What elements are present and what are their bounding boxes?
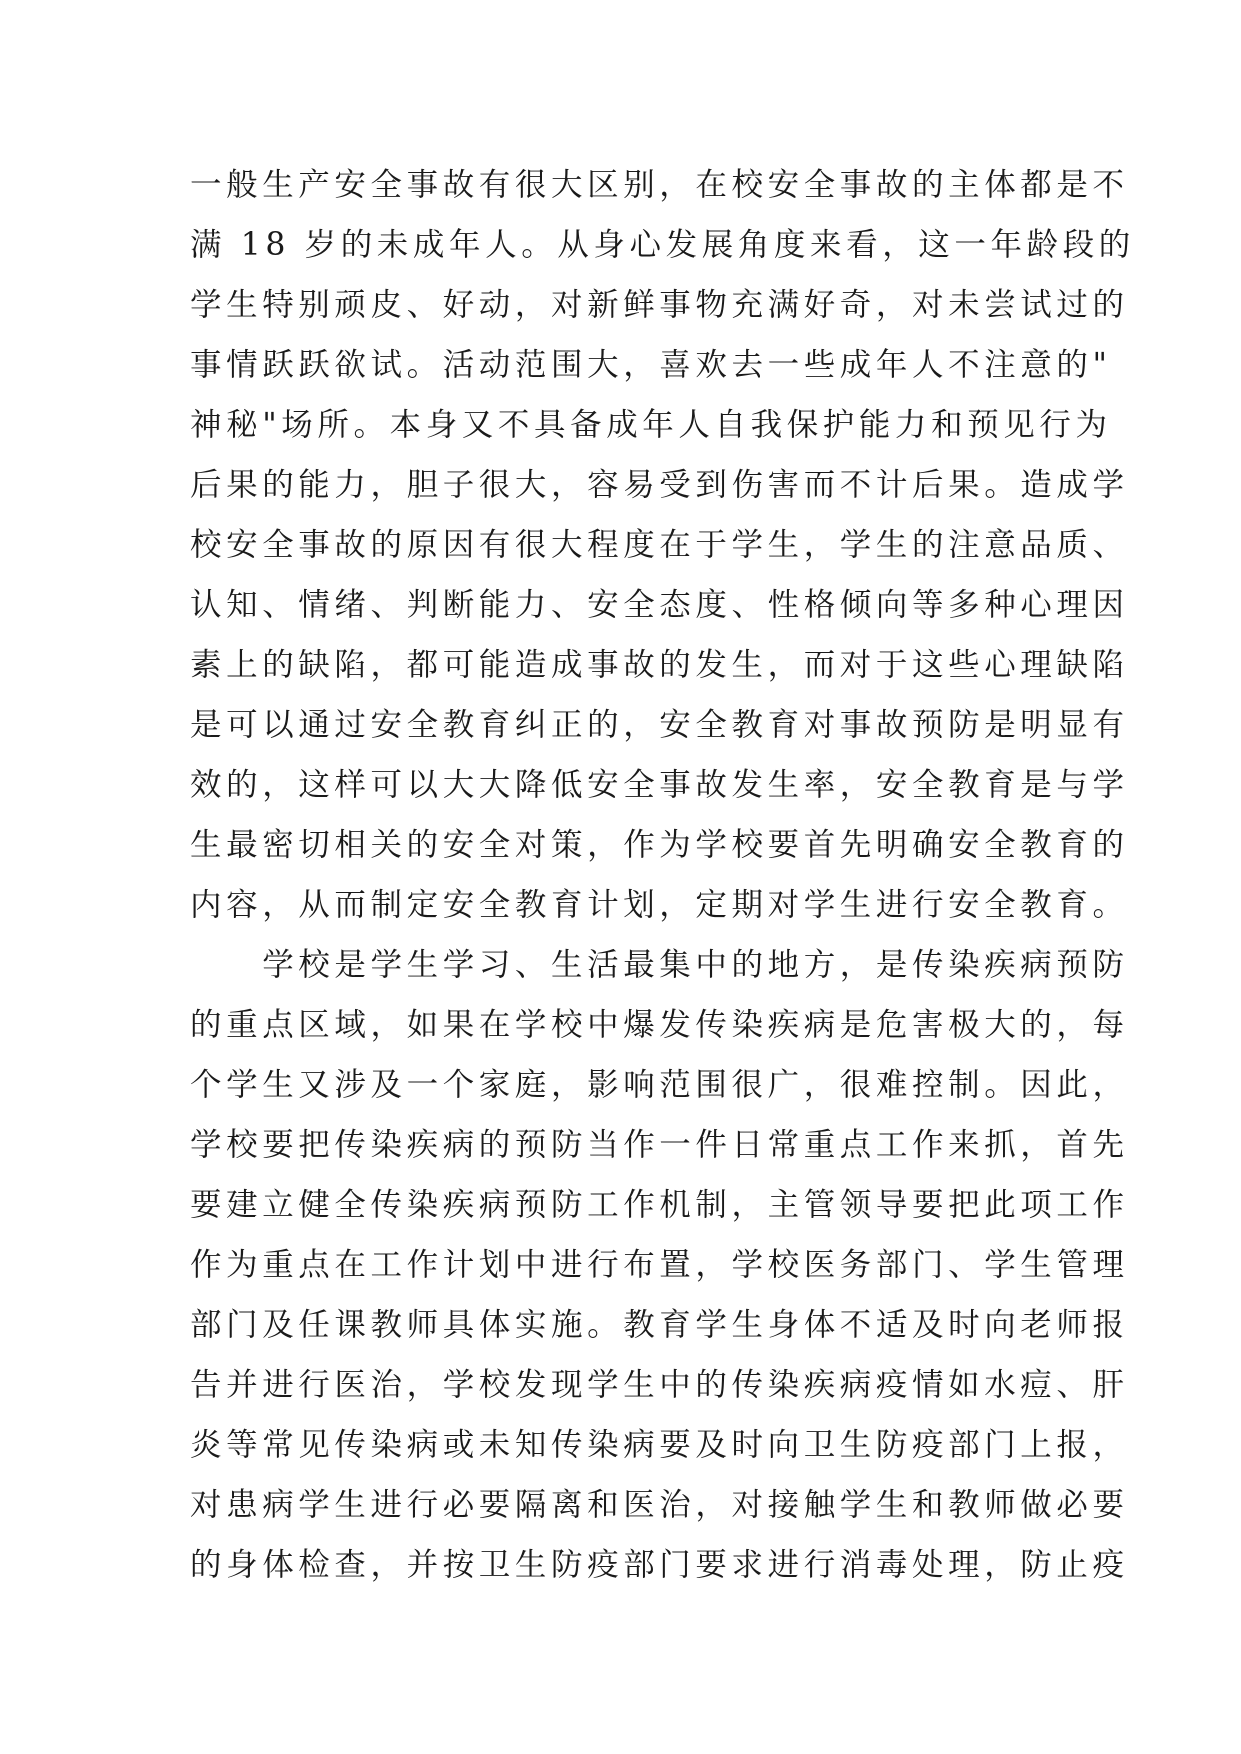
text-line: 事情跃跃欲试。活动范围大，喜欢去一些成年人不注意的" — [190, 347, 1112, 383]
text-line: 内容，从而制定安全教育计划，定期对学生进行安全教育。 — [190, 887, 1129, 923]
text-line: 素上的缺陷，都可能造成事故的发生，而对于这些心理缺陷 — [190, 647, 1129, 683]
text-line: 对患病学生进行必要隔离和医治，对接触学生和教师做必要 — [190, 1487, 1129, 1523]
text-line: 校安全事故的原因有很大程度在于学生，学生的注意品质、 — [190, 527, 1129, 563]
text-line: 学校要把传染疾病的预防当作一件日常重点工作来抓，首先 — [190, 1127, 1129, 1163]
text-line: 炎等常见传染病或未知传染病要及时向卫生防疫部门上报， — [190, 1427, 1129, 1463]
text-line: 后果的能力，胆子很大，容易受到伤害而不计后果。造成学 — [190, 467, 1129, 503]
text-line: 部门及任课教师具体实施。教育学生身体不适及时向老师报 — [190, 1307, 1129, 1343]
text-line: 认知、情绪、判断能力、安全态度、性格倾向等多种心理因 — [190, 587, 1129, 623]
text-line: 告并进行医治，学校发现学生中的传染疾病疫情如水痘、肝 — [190, 1367, 1129, 1403]
text-line: 神秘"场所。本身又不具备成年人自我保护能力和预见行为 — [190, 407, 1112, 443]
text-line: 要建立健全传染疾病预防工作机制，主管领导要把此项工作 — [190, 1187, 1129, 1223]
body-text — [190, 155, 1135, 1595]
text-line: 生最密切相关的安全对策，作为学校要首先明确安全教育的 — [190, 827, 1129, 863]
text-line: 是可以通过安全教育纠正的，安全教育对事故预防是明显有 — [190, 707, 1129, 743]
text-line: 一般生产安全事故有很大区别，在校安全事故的主体都是不 — [190, 167, 1129, 203]
text-line: 的重点区域，如果在学校中爆发传染疾病是危害极大的，每 — [190, 1007, 1129, 1043]
text-line: 满 18 岁的未成年人。从身心发展角度来看，这一年龄段的 — [190, 227, 1135, 263]
text-line: 个学生又涉及一个家庭，影响范围很广，很难控制。因此， — [190, 1067, 1129, 1103]
paragraph-start-line: 学校是学生学习、生活最集中的地方，是传染疾病预防 — [190, 947, 1129, 983]
text-line: 作为重点在工作计划中进行布置，学校医务部门、学生管理 — [190, 1247, 1129, 1283]
text-line: 的身体检查，并按卫生防疫部门要求进行消毒处理，防止疫 — [190, 1547, 1129, 1583]
text-line: 效的，这样可以大大降低安全事故发生率，安全教育是与学 — [190, 767, 1129, 803]
text-line: 学生特别顽皮、好动，对新鲜事物充满好奇，对未尝试过的 — [190, 287, 1129, 323]
